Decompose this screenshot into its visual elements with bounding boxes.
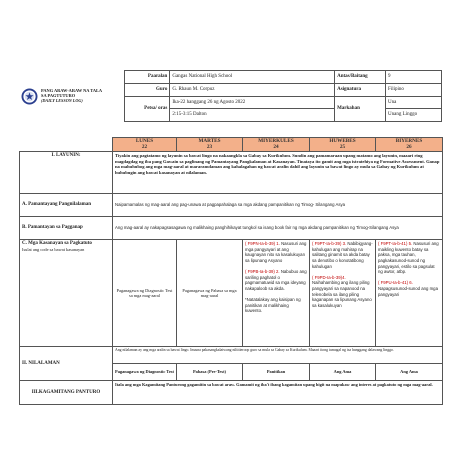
nilalaman-label: II. NILALAMAN — [20, 347, 113, 381]
competency-code: ( F9PD-Ia-b-39)4. — [312, 274, 346, 280]
competency-code: ( F9PT-Ia-b-39) 3. — [312, 241, 347, 247]
dll-subtitle: (DAILY LESSON LOG) — [41, 98, 83, 104]
kasanayan-sublabel: Isulat ang code sa bawat kasanayan — [22, 246, 85, 252]
markahan-label: Markahan — [335, 96, 386, 122]
pagganap-text: Ang mag-aaral ay nakapagsasagawa ng malikhaing panghihikayat tungkol sa isang book fair ng mga akdang pampanitikan ng Timog-Silangang Asya — [113, 217, 443, 240]
nilalaman-martes: Pabasa (Pre-Test) — [177, 364, 243, 381]
kasanayan-biyernes: ( F9PT-Ia-b-41) 5. Nasusuri ang maikling kuwento batay sa paksa, mga tauhan, pagkakasunod-sunod ng pangyayari, estilo sa pagsulat ng awtor, atbp. ( F9PU-Ia-b-41) 6. Napagsusunod-sunod ang mga pangyayari — [376, 240, 443, 347]
kasanayan-martes: Paganagawa ng Pabasa sa mga mag-aaral — [177, 240, 243, 347]
kagamitan-text: Itala ang mga Kagamitang Panturong gagamitin sa bawat araw. Gamamit ng iba't ibang kagamitan upang higit na mapukaw ang interes at pagkatuto ng mga mag-aaral. — [113, 381, 443, 405]
competency-code: ( F9PU-Ia-b-41) 6. — [378, 280, 413, 286]
pangnilalaman-text: Naipamamalas ng mag-aaral ang pag-unawa at pagpapahalaga sa mga akdang pampanitikan ng Timog- Silangang Asya — [113, 194, 443, 217]
nilalaman-miyerkules: Panitikan — [243, 364, 310, 381]
kasanayan-huwebes: ( F9PT-Ia-b-39) 3. Nabibigyang-kahulugan ang mahirap na salitang ginamit sa akda batay sa denotibo o konotatibong kahulugan ( F9PD-Ia-b-39)4. Naihahambing ang ilang piling pangyayari sa napanood na telenobela sa ilang piling kaganapan sa lipunang Asyano sa kasalukuyan — [310, 240, 376, 347]
kagamitan-label: III.KAGAMITANG PANTURO — [20, 381, 113, 405]
petsa-value-1: Ika-22 hanggang 26 ng Agosto 2022 — [170, 96, 335, 109]
competency-code: ( F9PB-Ia-b-39) 2. — [245, 269, 280, 275]
day-miyerkules: MIYERKULES 24 — [243, 138, 310, 152]
kasanayan-lunes: Paganagawa ng Diagnostic Test sa mga mag-aaral — [113, 240, 177, 347]
kasanayan-miyerkules: ( F9PN-Ia-b-39) 1. Nasusuri ang mga pangyayari at ang kaugnayan nito sa kasalukuyan sa lipunang Asyano ( F9PB-Ia-b-39) 2. Nabubuo ang sariling paghatol o pagmamatuwid sa mga ideyang nakapaloob sa akda. *Natatalakay ang kaisipan ng panitikan at malikhaing kuwento. — [243, 240, 310, 347]
days-row — [20, 138, 443, 152]
antas-value: 9 — [386, 71, 442, 84]
lesson-log-table — [19, 137, 443, 405]
competency-code: ( F9PN-Ia-b-39) 1. — [245, 241, 280, 247]
petsa-label: Petsa/ oras — [125, 96, 170, 122]
nilalaman-biyernes: Ang Ama — [376, 364, 443, 381]
paaralan-label: Paaralan — [125, 71, 170, 84]
pagganap-row — [20, 217, 443, 240]
dll-title-line2: SA PAGTUTURO — [41, 93, 76, 99]
competency-code: ( F9PT-Ia-b-41) 5. — [378, 241, 413, 247]
paaralan-value: Gangas National High School — [170, 71, 335, 84]
day-huwebes: HUWEBES 25 — [310, 138, 376, 152]
layunin-row — [20, 152, 443, 194]
dll-title-line1: PANG ARAW-ARAW NA TALA — [41, 88, 103, 93]
day-martes: MARTES 23 — [177, 138, 243, 152]
logo-cell — [19, 71, 125, 122]
kasanayan-label: C. Mga Kasanayan sa Pagkatuto — [22, 241, 92, 247]
petsa-value-2: 2:15-3:15 Dalton — [170, 109, 335, 122]
kagamitan-row — [20, 381, 443, 405]
layunin-text: Tiyakin ang pagtatamo ng layunin sa bawat lingo na nakaangkla sa Gabay sa Kurikulum. Sundin ang pamamaraan upang matamo ang layunin, maaari ring magdagdag ng iba pang Gawain sa paglinang ng Pamantayang Pangkalaman at Kasanayan. Tinataya ito gamit ang mga istratehiya ng Formative Assessment. Ganap na mahuhubog ang mga mag-aaral at mararamdaman ang kahalagahan ng bawat aralin dahil ang layunin sa bawat lingo ay mula sa Gabay ng Kurikulum at huhubugin ang bawat kasanayan at nilalaman. — [113, 152, 443, 194]
nilalaman-huwebes: Ang Ama — [310, 364, 376, 381]
guro-label: Guro — [125, 83, 170, 96]
nilalaman-lunes: Paganagawa ng Diagnostic Test — [113, 364, 177, 381]
nilalaman-text: Ang nilalaman ay ang mga aralin sa bawat lingo. Inuuna pakasangkalaiwang niltitieroop guro sa mula sa Gabay sa Kurikulum. Maaari itong tumagal ng isa hanggang dalawang linggo. — [113, 347, 443, 364]
kasanayan-row — [20, 240, 443, 347]
nilalaman-row — [20, 347, 443, 364]
pangnilalaman-row — [20, 194, 443, 217]
asignatura-label: Asignatura — [335, 83, 386, 96]
header-table — [19, 70, 442, 122]
asignatura-value: Filipino — [386, 83, 442, 96]
deped-seal-icon — [21, 88, 38, 105]
markahan-value-1: Una — [386, 96, 442, 109]
antas-label: Antas/Baitang — [335, 71, 386, 84]
kasanayan-label-cell — [20, 240, 113, 347]
day-biyernes: BIYERNES 26 — [376, 138, 443, 152]
layunin-label: I. LAYUNIN: — [20, 152, 113, 194]
guro-value: G. Rhaun M. Corpuz — [170, 83, 335, 96]
markahan-value-2: Unang Linggo — [386, 109, 442, 122]
day-lunes: LUNES 22 — [113, 138, 177, 152]
pangnilalaman-label: A. Pamantayang Pangnilalaman — [20, 194, 113, 217]
pagganap-label: B. Pamantayan sa Pagganap — [20, 217, 113, 240]
days-corner-cell — [20, 138, 113, 152]
